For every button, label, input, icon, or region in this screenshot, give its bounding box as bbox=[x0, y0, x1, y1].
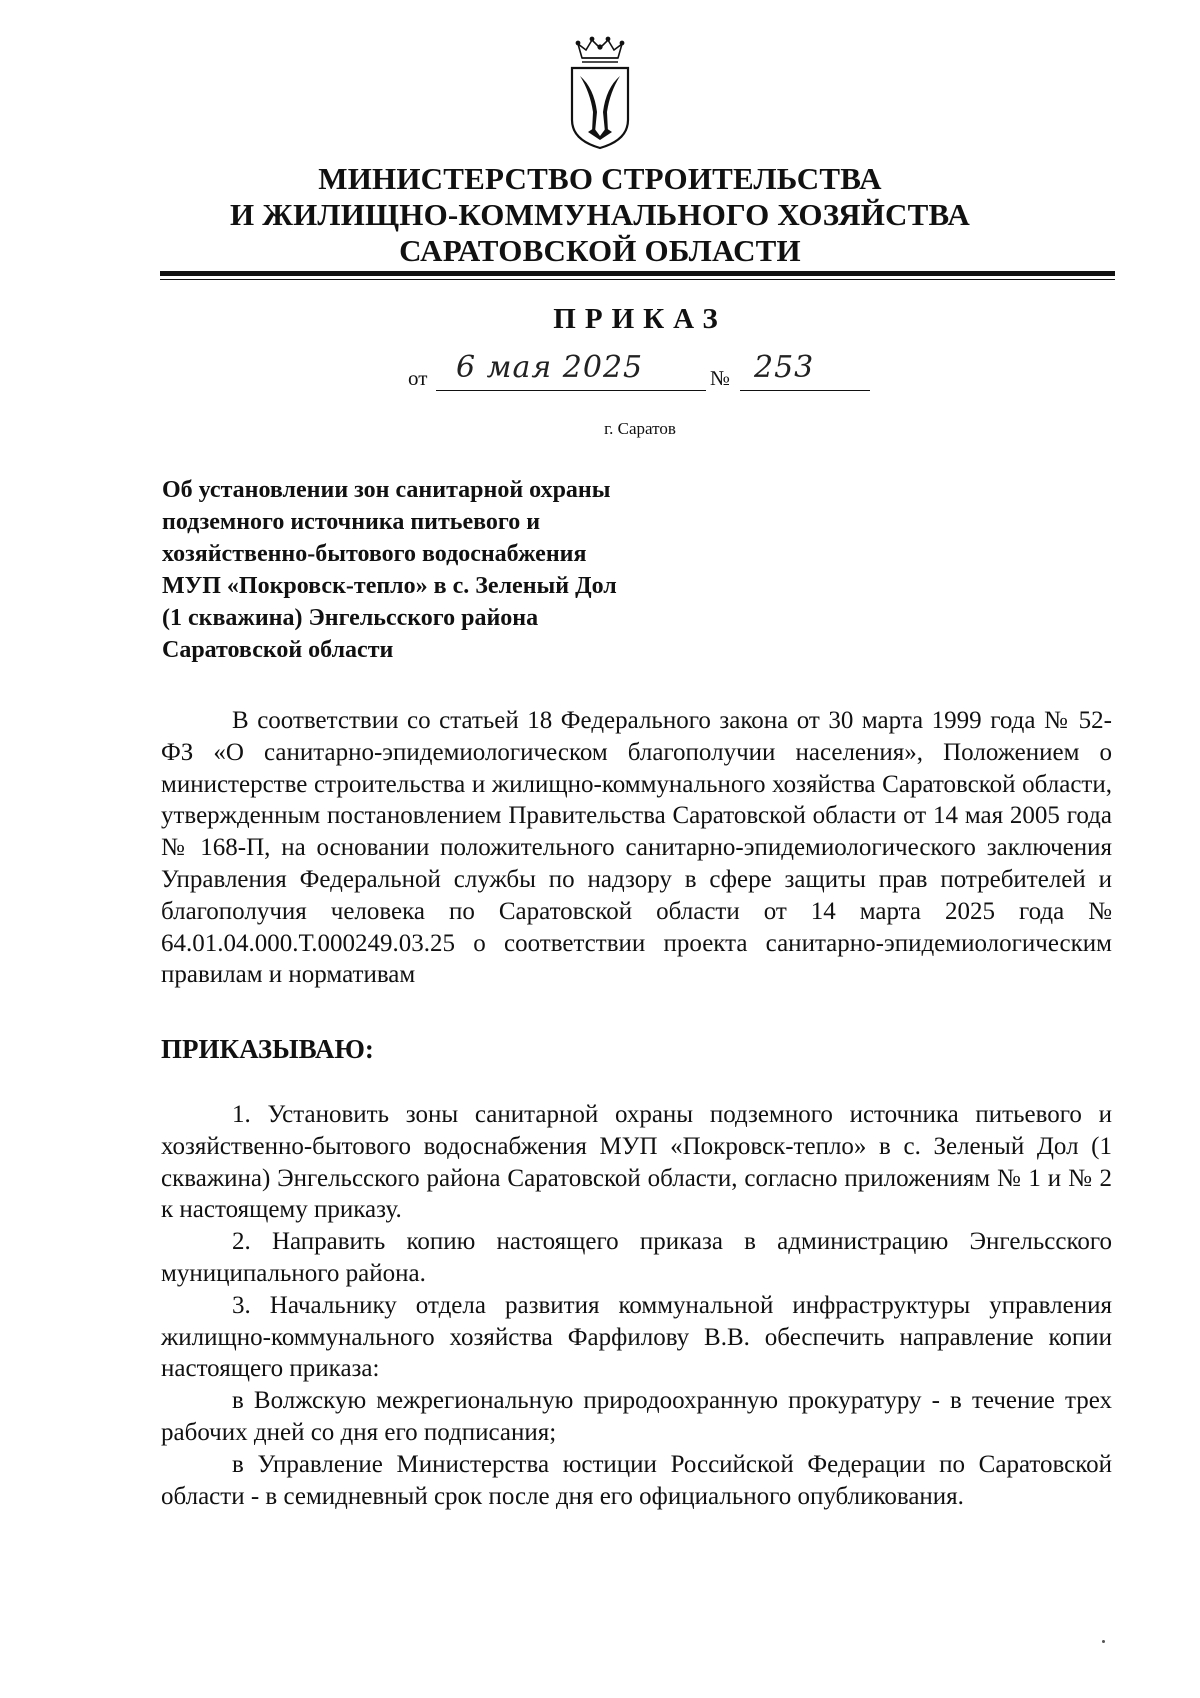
order-item-2: 2. Направить копию настоящего приказа в администрацию Энгельсского муниципального района. bbox=[161, 1228, 1112, 1287]
preamble-paragraph: В соответствии со статьей 18 Федерального закона от 30 марта 1999 года № 52-ФЗ «О санитарно-эпидемиологическом благополучии населения», Положением о министерстве строительства и жилищно-коммунального хозяйства Саратовской области, утвержденным постановлением Правительства Саратовской области от 14 мая 2005 года № 168-П, на основании положительного санитарно-эпидемиологического заключения Управления Федеральной службы по надзору в сфере защиты прав потребителей и благополучия человека по Саратовской области от 14 марта 2025 года № 64.01.04.000.Т.000249.03.25 о соответствии проекта санитарно-эпидемиологическим правилам и нормативам bbox=[161, 707, 1112, 989]
date-field bbox=[436, 350, 706, 391]
order-item-3-subitem-1: в Волжскую межрегиональную природоохранную прокуратуру - в течение трех рабочих дней со дня его подписания; bbox=[161, 1387, 1112, 1446]
handwritten-number: 253 bbox=[754, 350, 815, 385]
number-sign: № bbox=[710, 366, 731, 390]
order-item-3-subitem-2: в Управление Министерства юстиции Российской Федерации по Саратовской области - в семидневный срок после дня его официального опубликования. bbox=[161, 1450, 1112, 1510]
order-item-3: 3. Начальнику отдела развития коммунальной инфраструктуры управления жилищно-коммунального хозяйства Фарфилову В.В. обеспечить направление копии настоящего приказа: bbox=[161, 1291, 1112, 1383]
coat-of-arms-icon bbox=[564, 36, 636, 152]
order-word: ПРИКАЗЫВАЮ: bbox=[161, 1034, 374, 1064]
subject-line: Об установлении зон санитарной охраны bbox=[162, 477, 611, 503]
subject-line: (1 скважина) Энгельсского района bbox=[162, 605, 539, 631]
header-rule-thin bbox=[160, 279, 1115, 280]
preamble-block bbox=[161, 705, 1112, 991]
ministry-name-line3: САРАТОВСКОЙ ОБЛАСТИ bbox=[399, 233, 801, 268]
handwritten-date: 6 мая 2025 bbox=[456, 350, 644, 385]
order-items bbox=[161, 1099, 1112, 1512]
ministry-name-line2: И ЖИЛИЩНО-КОММУНАЛЬНОГО ХОЗЯЙСТВА bbox=[229, 197, 971, 232]
document-title: ПРИКАЗ bbox=[553, 303, 727, 335]
header-rule-thick bbox=[160, 271, 1115, 276]
number-field bbox=[740, 350, 870, 391]
subject-line: подземного источника питьевого и bbox=[162, 509, 541, 535]
city-name: г. Саратов bbox=[604, 419, 676, 438]
ministry-name-line1: МИНИСТЕРСТВО СТРОИТЕЛЬСТВА bbox=[318, 161, 882, 196]
subject-line: МУП «Покровск-тепло» в с. Зеленый Дол bbox=[162, 573, 617, 599]
subject-line: хозяйственно-бытового водоснабжения bbox=[162, 541, 587, 567]
scan-speck bbox=[1102, 1640, 1105, 1643]
order-item-1: 1. Установить зоны санитарной охраны подземного источника питьевого и хозяйственно-бытового водоснабжения МУП «Покровск-тепло» в с. Зеленый Дол (1 скважина) Энгельсского района Саратовской области, согласно приложениям № 1 и № 2 к настоящему приказу. bbox=[161, 1101, 1112, 1224]
subject-line: Саратовской области bbox=[162, 637, 394, 663]
order-subject bbox=[162, 474, 722, 666]
date-prefix: от bbox=[408, 366, 428, 390]
